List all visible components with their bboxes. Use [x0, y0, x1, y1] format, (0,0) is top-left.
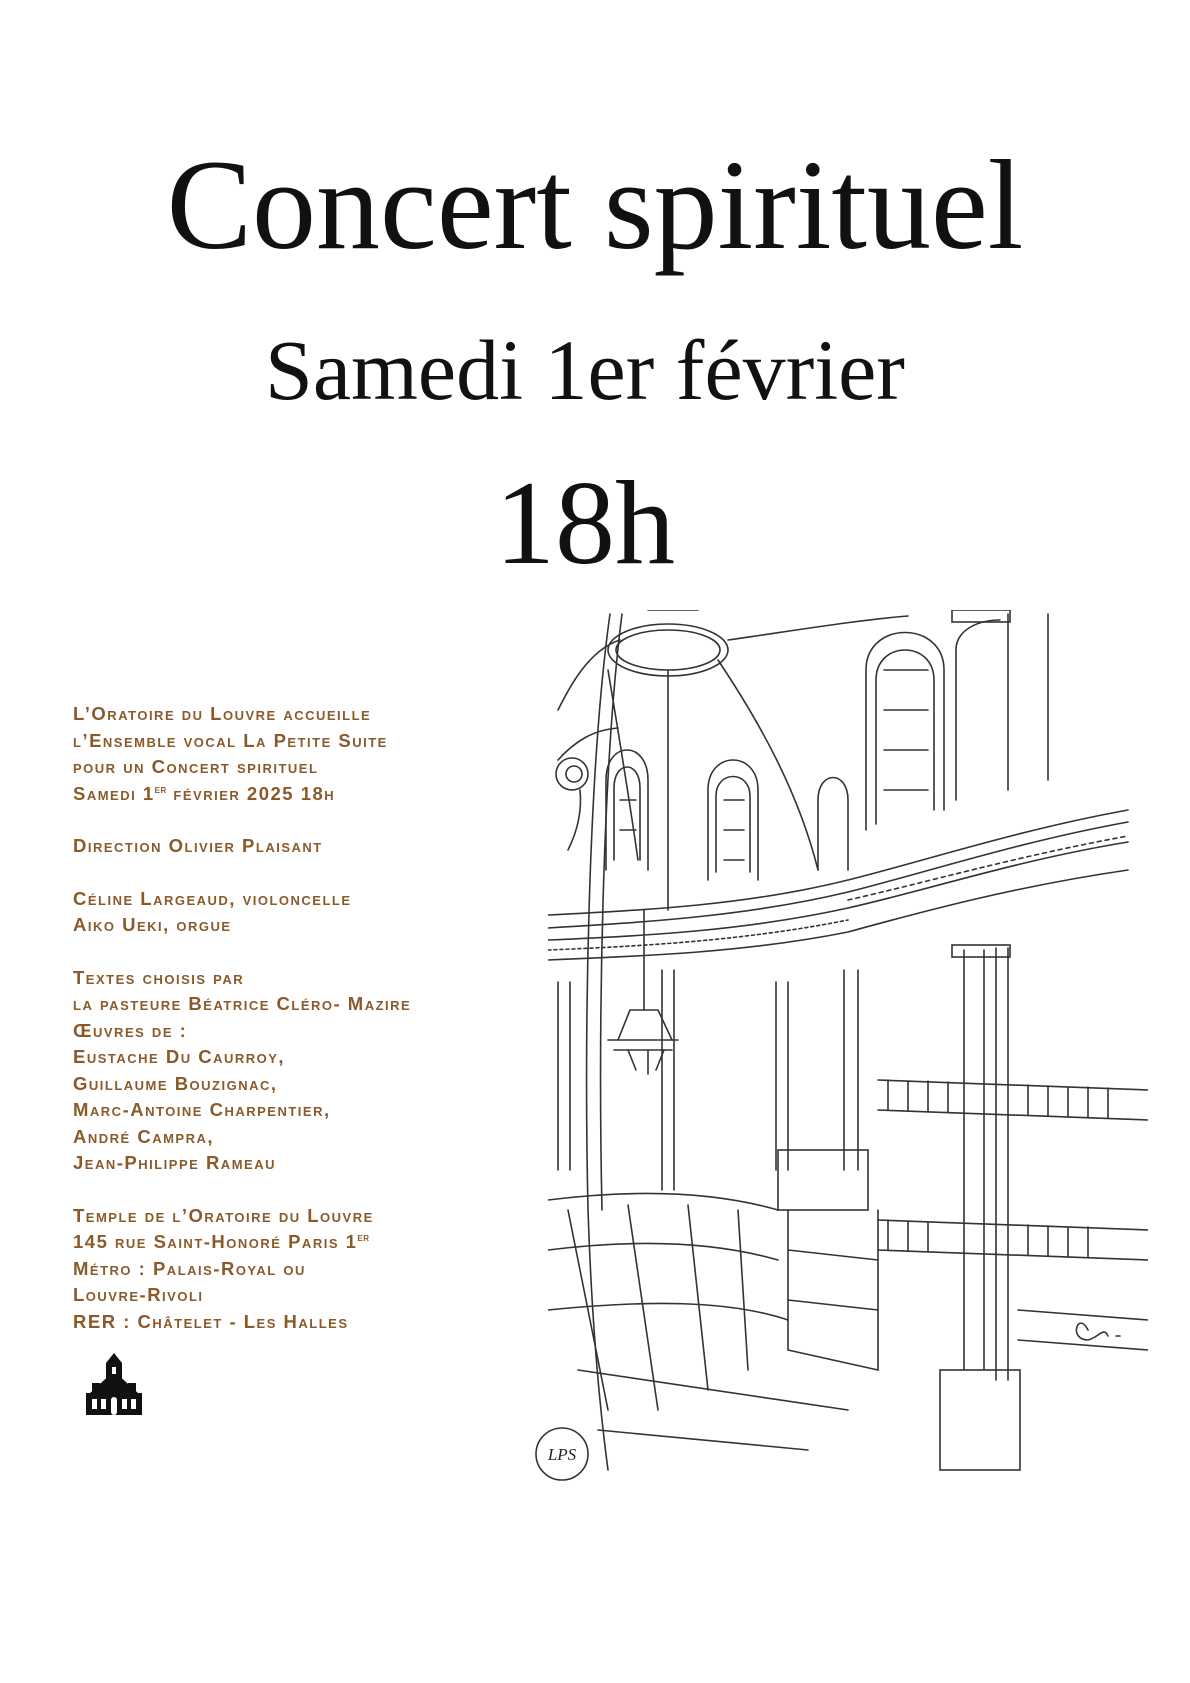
direction-block [73, 833, 543, 860]
intro-block [73, 701, 543, 807]
program-block [73, 965, 543, 1177]
address-line [73, 1229, 543, 1256]
program-line: André Campra, [73, 1125, 214, 1147]
poster-time: 18h [495, 456, 675, 589]
program-line: Œuvres de : [73, 1019, 188, 1041]
address-text: 145 rue Saint-Honoré Paris 1 [73, 1231, 358, 1252]
program-line: Marc-Antoine Charpentier, [73, 1099, 331, 1120]
transport-line: Louvre-Rivoli [73, 1284, 204, 1305]
date-prefix: Samedi 1 [73, 782, 155, 804]
intro-line: l’Ensemble vocal La Petite Suite [73, 729, 388, 751]
intro-line: L’Oratoire du Louvre accueille [73, 703, 372, 724]
temple-interior-drawing [548, 610, 1148, 1480]
poster-title: Concert spirituel [166, 134, 1024, 276]
venue-line: Temple de l’Oratoire du Louvre [73, 1204, 374, 1226]
intro-line: pour un Concert spirituel [73, 756, 319, 777]
performer-line: Céline Largeaud, violoncelle [73, 887, 352, 909]
oratoire-church-icon [84, 1353, 144, 1415]
performers-block [73, 886, 543, 939]
program-line: la pasteure Béatrice Cléro- Mazire [73, 993, 412, 1014]
poster-date: Samedi 1er février [265, 322, 905, 418]
event-date-line [73, 781, 543, 808]
program-line: Guillaume Bouzignac, [73, 1072, 278, 1094]
venue-block [73, 1203, 543, 1336]
transport-line: Métro : Palais-Royal ou [73, 1257, 306, 1279]
direction-line: Direction Olivier Plaisant [73, 835, 323, 856]
date-suffix: février 2025 18h [166, 782, 336, 804]
lps-monogram-logo [533, 1425, 591, 1483]
address-ordinal: er [357, 1231, 370, 1244]
program-line: Jean-Philippe Rameau [73, 1152, 276, 1173]
lps-monogram-text: LPS [547, 1445, 577, 1464]
transport-line: RER : Châtelet - Les Halles [73, 1310, 349, 1332]
event-info [73, 701, 543, 1361]
date-ordinal: er [154, 783, 167, 796]
performer-line: Aiko Ueki, orgue [73, 914, 232, 935]
program-line: Eustache Du Caurroy, [73, 1046, 286, 1067]
program-line: Textes choisis par [73, 966, 245, 988]
